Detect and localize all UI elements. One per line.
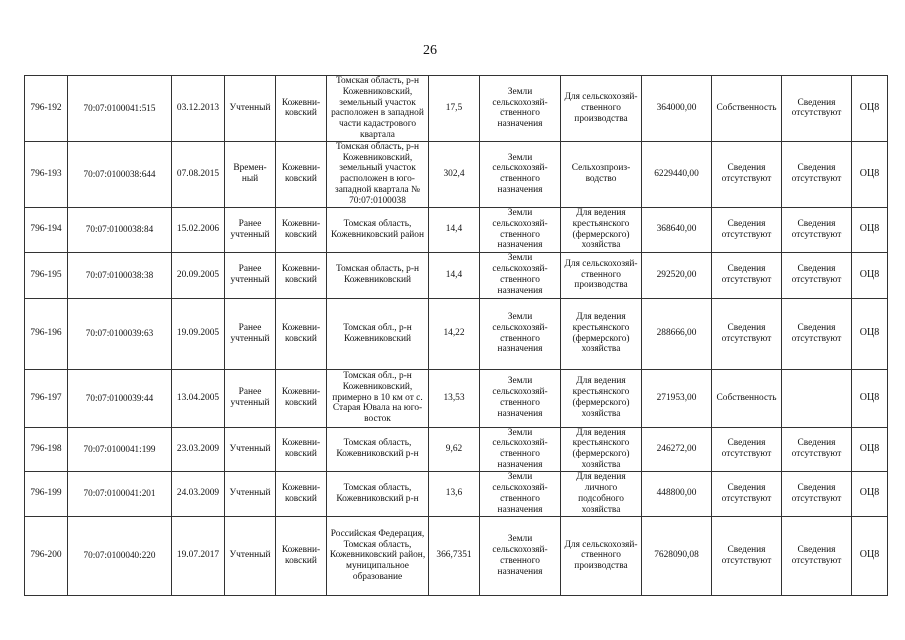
permitted-use-cell: Для сельскохозяй-ственного производства — [561, 516, 642, 595]
permitted-use-cell: Для ведения крестьянского (фермерского) хозяйства — [561, 207, 642, 252]
right-type-cell: Сведения отсутствуют — [712, 298, 782, 369]
date-cell: 23.03.2009 — [172, 427, 225, 471]
area-cell: 13,53 — [429, 369, 480, 427]
status-cell: Ранее учтенный — [225, 207, 276, 252]
status-cell: Учтенный — [225, 516, 276, 595]
page-number: 26 — [423, 43, 437, 58]
code-cell: ОЦ8 — [852, 252, 888, 298]
address-cell: Томская область, Кожевниковский р-н — [327, 471, 429, 516]
right-type-cell: Сведения отсутствуют — [712, 427, 782, 471]
land-category-cell: Земли сельскохозяй-ственного назначения — [480, 516, 561, 595]
date-cell: 03.12.2013 — [172, 76, 225, 142]
row-id-cell: 796-197 — [25, 369, 68, 427]
district-cell: Кожевни-ковский — [276, 369, 327, 427]
cadastral-number-cell: 70:07:0100039:44 — [68, 369, 172, 427]
code-cell: ОЦ8 — [852, 516, 888, 595]
right-type-cell: Сведения отсутствуют — [712, 471, 782, 516]
row-id-cell: 796-195 — [25, 252, 68, 298]
cadastral-value-cell: 6229440,00 — [642, 141, 712, 207]
table-row — [25, 298, 888, 369]
encumbrance-cell: Сведения отсутствуют — [782, 252, 852, 298]
date-cell: 19.07.2017 — [172, 516, 225, 595]
table-body — [25, 76, 888, 596]
cadastral-number-cell: 70:07:0100038:644 — [68, 141, 172, 207]
land-category-cell: Земли сельскохозяй-ственного назначения — [480, 471, 561, 516]
date-cell: 24.03.2009 — [172, 471, 225, 516]
district-cell: Кожевни-ковский — [276, 141, 327, 207]
table-row — [25, 141, 888, 207]
district-cell: Кожевни-ковский — [276, 207, 327, 252]
row-id-cell: 796-200 — [25, 516, 68, 595]
area-cell: 17,5 — [429, 76, 480, 142]
cadastral-number-cell: 70:07:0100038:84 — [68, 207, 172, 252]
address-cell: Томская обл., р-н Кожевниковский — [327, 298, 429, 369]
land-category-cell: Земли сельскохозяй-ственного назначения — [480, 427, 561, 471]
table-row — [25, 252, 888, 298]
area-cell: 14,4 — [429, 207, 480, 252]
cadastral-value-cell: 288666,00 — [642, 298, 712, 369]
cadastral-value-cell: 448800,00 — [642, 471, 712, 516]
code-cell: ОЦ8 — [852, 298, 888, 369]
address-cell: Томская область, р-н Кожевниковский, земельный участок расположен в юго-западной квартала № 70:07:0100038 — [327, 141, 429, 207]
district-cell: Кожевни-ковский — [276, 427, 327, 471]
permitted-use-cell: Сельхозпроиз-водство — [561, 141, 642, 207]
table-row — [25, 471, 888, 516]
code-cell: ОЦ8 — [852, 427, 888, 471]
district-cell: Кожевни-ковский — [276, 252, 327, 298]
area-cell: 13,6 — [429, 471, 480, 516]
table-row — [25, 427, 888, 471]
encumbrance-cell: Сведения отсутствуют — [782, 427, 852, 471]
area-cell: 14,4 — [429, 252, 480, 298]
status-cell: Ранее учтенный — [225, 298, 276, 369]
area-cell: 302,4 — [429, 141, 480, 207]
date-cell: 20.09.2005 — [172, 252, 225, 298]
encumbrance-cell: Сведения отсутствуют — [782, 207, 852, 252]
code-cell: ОЦ8 — [852, 141, 888, 207]
encumbrance-cell: Сведения отсутствуют — [782, 516, 852, 595]
cadastral-number-cell: 70:07:0100039:63 — [68, 298, 172, 369]
date-cell: 13.04.2005 — [172, 369, 225, 427]
permitted-use-cell: Для сельскохозяй-ственного производства — [561, 76, 642, 142]
address-cell: Томская обл., р-н Кожевниковский, примерно в 10 км от с. Старая Ювала на юго-восток — [327, 369, 429, 427]
encumbrance-cell: Сведения отсутствуют — [782, 471, 852, 516]
permitted-use-cell: Для ведения крестьянского (фермерского) хозяйства — [561, 298, 642, 369]
code-cell: ОЦ8 — [852, 207, 888, 252]
land-category-cell: Земли сельскохозяй-ственного назначения — [480, 76, 561, 142]
right-type-cell: Собственность — [712, 369, 782, 427]
address-cell: Томская область, Кожевниковский р-н — [327, 427, 429, 471]
cadastral-value-cell: 7628090,08 — [642, 516, 712, 595]
row-id-cell: 796-199 — [25, 471, 68, 516]
area-cell: 14,22 — [429, 298, 480, 369]
address-cell: Томская область, Кожевниковский район — [327, 207, 429, 252]
table-row — [25, 369, 888, 427]
right-type-cell: Сведения отсутствуют — [712, 141, 782, 207]
permitted-use-cell: Для ведения крестьянского (фермерского) хозяйства — [561, 369, 642, 427]
land-plots-table — [24, 75, 888, 596]
district-cell: Кожевни-ковский — [276, 516, 327, 595]
date-cell: 15.02.2006 — [172, 207, 225, 252]
cadastral-value-cell: 246272,00 — [642, 427, 712, 471]
cadastral-number-cell: 70:07:0100041:199 — [68, 427, 172, 471]
land-category-cell: Земли сельскохозяй-ственного назначения — [480, 298, 561, 369]
cadastral-number-cell: 70:07:0100040:220 — [68, 516, 172, 595]
address-cell: Томская область, р-н Кожевниковский, земельный участок расположен в западной части кадастрового квартала — [327, 76, 429, 142]
cadastral-value-cell: 364000,00 — [642, 76, 712, 142]
row-id-cell: 796-196 — [25, 298, 68, 369]
code-cell: ОЦ8 — [852, 76, 888, 142]
address-cell: Российская Федерация, Томская область, Кожевниковский район, муниципальное образование — [327, 516, 429, 595]
encumbrance-cell: Сведения отсутствуют — [782, 76, 852, 142]
row-id-cell: 796-194 — [25, 207, 68, 252]
cadastral-number-cell: 70:07:0100041:201 — [68, 471, 172, 516]
right-type-cell: Сведения отсутствуют — [712, 516, 782, 595]
cadastral-number-cell: 70:07:0100041:515 — [68, 76, 172, 142]
row-id-cell: 796-193 — [25, 141, 68, 207]
status-cell: Времен-ный — [225, 141, 276, 207]
row-id-cell: 796-192 — [25, 76, 68, 142]
status-cell: Учтенный — [225, 471, 276, 516]
permitted-use-cell: Для сельскохозяй-ственного производства — [561, 252, 642, 298]
land-category-cell: Земли сельскохозяй-ственного назначения — [480, 252, 561, 298]
permitted-use-cell: Для ведения личного подсобного хозяйства — [561, 471, 642, 516]
area-cell: 9,62 — [429, 427, 480, 471]
table-row — [25, 207, 888, 252]
right-type-cell: Сведения отсутствуют — [712, 207, 782, 252]
encumbrance-cell — [782, 369, 852, 427]
cadastral-value-cell: 271953,00 — [642, 369, 712, 427]
cadastral-value-cell: 368640,00 — [642, 207, 712, 252]
table-row — [25, 516, 888, 595]
district-cell: Кожевни-ковский — [276, 471, 327, 516]
cadastral-number-cell: 70:07:0100038:38 — [68, 252, 172, 298]
status-cell: Учтенный — [225, 76, 276, 142]
land-category-cell: Земли сельскохозяй-ственного назначения — [480, 207, 561, 252]
encumbrance-cell: Сведения отсутствуют — [782, 298, 852, 369]
address-cell: Томская область, р-н Кожевниковский — [327, 252, 429, 298]
right-type-cell: Сведения отсутствуют — [712, 252, 782, 298]
code-cell: ОЦ8 — [852, 369, 888, 427]
table-row — [25, 76, 888, 142]
land-category-cell: Земли сельскохозяй-ственного назначения — [480, 141, 561, 207]
cadastral-value-cell: 292520,00 — [642, 252, 712, 298]
status-cell: Ранее учтенный — [225, 369, 276, 427]
row-id-cell: 796-198 — [25, 427, 68, 471]
date-cell: 19.09.2005 — [172, 298, 225, 369]
area-cell: 366,7351 — [429, 516, 480, 595]
permitted-use-cell: Для ведения крестьянского (фермерского) хозяйства — [561, 427, 642, 471]
code-cell: ОЦ8 — [852, 471, 888, 516]
district-cell: Кожевни-ковский — [276, 76, 327, 142]
land-category-cell: Земли сельскохозяй-ственного назначения — [480, 369, 561, 427]
right-type-cell: Собственность — [712, 76, 782, 142]
status-cell: Ранее учтенный — [225, 252, 276, 298]
status-cell: Учтенный — [225, 427, 276, 471]
district-cell: Кожевни-ковский — [276, 298, 327, 369]
encumbrance-cell: Сведения отсутствуют — [782, 141, 852, 207]
date-cell: 07.08.2015 — [172, 141, 225, 207]
